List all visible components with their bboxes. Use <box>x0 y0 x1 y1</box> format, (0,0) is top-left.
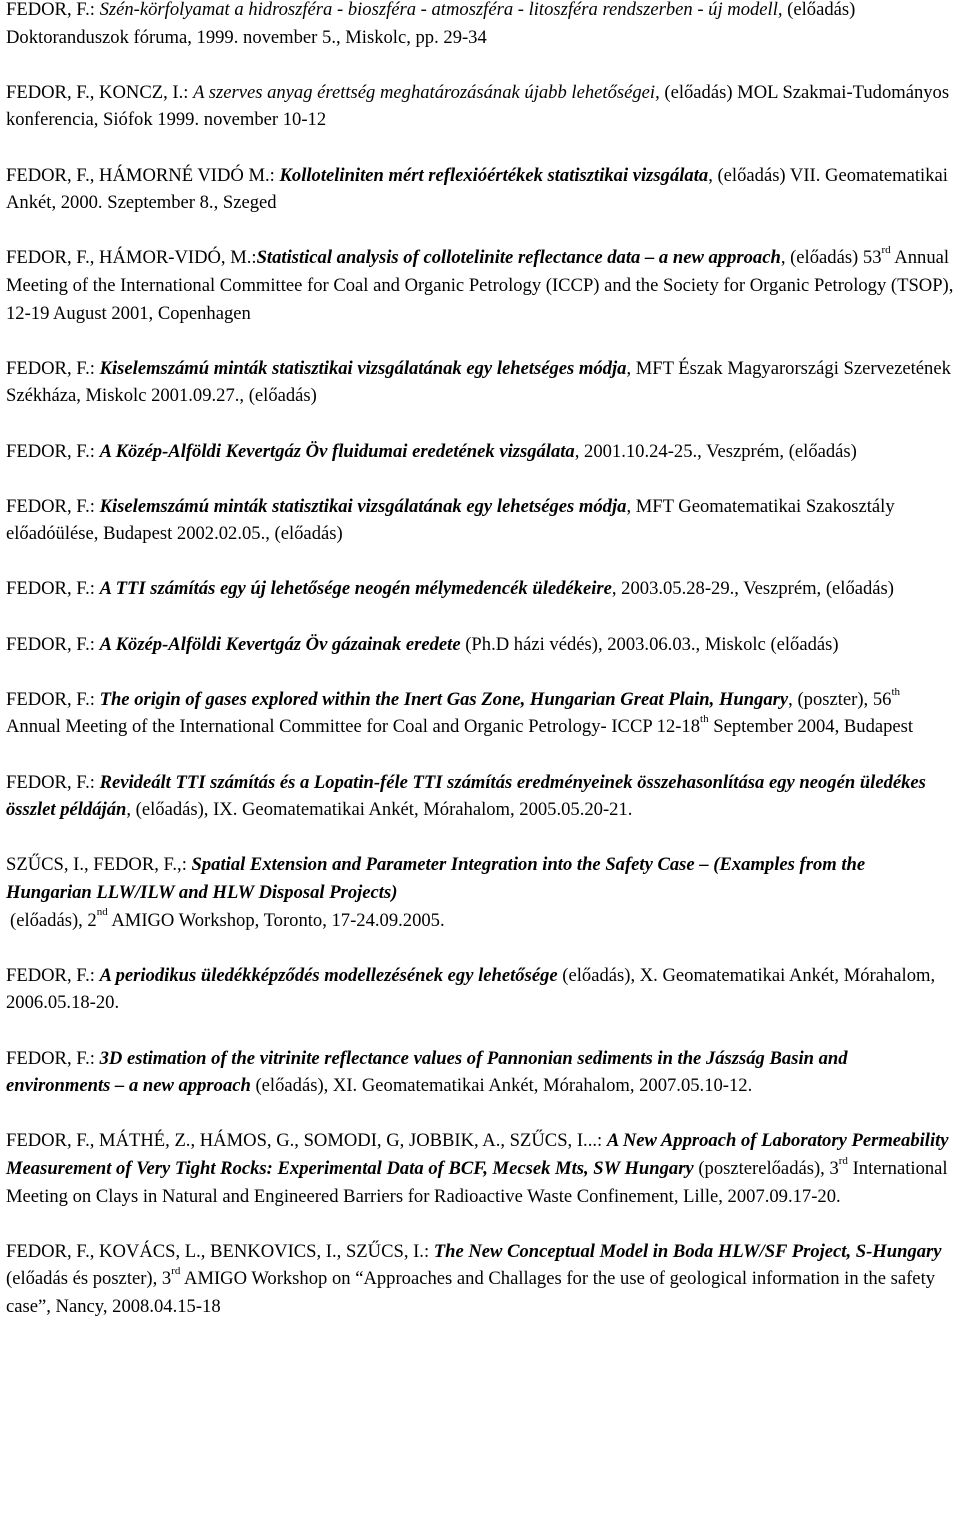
entry-separator: : <box>89 964 100 986</box>
entry-separator: : <box>183 81 194 103</box>
entry-authors: FEDOR, F. <box>6 1047 90 1069</box>
entry-separator: : <box>89 357 100 379</box>
list-item <box>6 769 954 824</box>
entry-authors: FEDOR, F., KONCZ, I. <box>6 81 184 103</box>
entry-details: Annual Meeting of the International Committee for Coal and Organic Petrology (ICCP) and the Society for Organic Petrology (TSOP), 12-19 August 2001, Copenhagen <box>6 247 954 324</box>
entry-separator: : <box>423 1240 434 1262</box>
entry-title: 3D estimation of the vitrinite reflectance values of Pannonian sediments in the Jászság Basin and environments – a new approach <box>6 1047 848 1097</box>
entry-authors: FEDOR, F. <box>6 688 90 710</box>
entry-authors: FEDOR, F. <box>6 495 90 517</box>
entry-text <box>6 631 954 659</box>
entry-details: AMIGO Workshop, Toronto, 17-24.09.2005. <box>107 909 445 931</box>
entry-text <box>6 686 954 741</box>
entry-details: (Ph.D házi védés), 2003.06.03., Miskolc (előadás) <box>460 633 839 655</box>
entry-text <box>6 575 954 603</box>
entry-separator: ..: <box>587 1130 607 1152</box>
entry-separator: : <box>269 164 280 186</box>
list-item <box>6 1127 954 1210</box>
entry-details: September 2004, Budapest <box>708 716 914 738</box>
entry-text <box>6 962 954 1017</box>
entry-details-pre: , (előadás) 53 <box>780 247 882 269</box>
list-item <box>6 438 954 466</box>
entry-details: , (előadás) VII. Geomatematikai Ankét, 2000. Szeptember 8., Szeged <box>6 164 948 214</box>
entry-details-mid: Annual Meeting of the International Committee for Coal and Organic Petrology- ICCP 12-18 <box>6 716 701 738</box>
entry-details: , (előadás), IX. Geomatematikai Ankét, Mórahalom, 2005.05.20-21. <box>126 799 633 821</box>
entry-details: (előadás), XI. Geomatematikai Ankét, Mórahalom, 2007.05.10-12. <box>250 1075 753 1097</box>
entry-authors: FEDOR, F. <box>6 578 90 600</box>
ordinal-suffix: th <box>700 713 709 726</box>
entry-text <box>6 355 954 410</box>
list-item <box>6 162 954 217</box>
entry-details-pre: (poszterelőadás), 3 <box>693 1157 839 1179</box>
ordinal-suffix: rd <box>171 1265 181 1278</box>
entry-text <box>6 493 954 548</box>
list-item <box>6 851 954 934</box>
entry-details-pre: (előadás és poszter), 3 <box>6 1268 172 1290</box>
entry-text <box>6 438 954 466</box>
entry-separator: : <box>251 247 257 269</box>
ordinal-suffix: nd <box>96 906 108 919</box>
entry-title: Kiselemszámú minták statisztikai vizsgálatának egy lehetséges módja <box>99 357 627 379</box>
entry-title: Spatial Extension and Parameter Integration into the Safety Case – (Examples from the Hungarian LLW/ILW and HLW Disposal Projects) <box>6 854 866 903</box>
list-item <box>6 1045 954 1100</box>
entry-title: Revideált TTI számítás és a Lopatin-féle TTI számítás eredményeinek összehasonlítása egy neogén üledékes összlet példáján <box>6 771 926 821</box>
list-item <box>6 355 954 410</box>
entry-separator: : <box>89 688 100 710</box>
entry-text <box>6 244 954 327</box>
entry-text <box>6 851 954 934</box>
entry-details-pre: , (poszter), 56 <box>788 688 892 710</box>
entry-details-pre: (előadás), 2 <box>10 909 97 931</box>
entry-authors: FEDOR, F. <box>6 633 90 655</box>
entry-details: International Meeting on Clays in Natural and Engineered Barriers for Radioactive Waste Confinement, Lille, 2007.09.17-20. <box>6 1157 948 1207</box>
entry-authors: FEDOR, F., MÁTHÉ, Z., HÁMOS, G., SOMODI, G, JOBBIK, A., SZŰCS, I. <box>6 1130 588 1152</box>
entry-authors: FEDOR, F. <box>6 964 90 986</box>
entry-authors: FEDOR, F., HÁMORNÉ VIDÓ M. <box>6 164 270 186</box>
entry-details: AMIGO Workshop on “Approaches and Challages for the use of geological information in the safety case”, Nancy, 2008.04.15-18 <box>6 1268 936 1317</box>
entry-details: , (előadás) MOL Szakmai-Tudományos konferencia, Siófok 1999. november 10-12 <box>6 81 950 131</box>
entry-separator: : <box>89 495 100 517</box>
list-item <box>6 244 954 327</box>
list-item <box>6 79 954 134</box>
entry-title: A szerves anyag érettség meghatározásának újabb lehetőségei <box>193 81 656 103</box>
entry-text <box>6 79 954 134</box>
entry-title: A TTI számítás egy új lehetősége neogén mélymedencék üledékeire <box>99 578 612 600</box>
list-item <box>6 686 954 741</box>
entry-separator: : <box>89 0 100 20</box>
entry-title: A Közép-Alföldi Kevertgáz Öv gázainak eredete <box>99 633 461 655</box>
entry-separator: : <box>89 771 100 793</box>
publication-list <box>6 0 954 1348</box>
entry-authors: FEDOR, F. <box>6 771 90 793</box>
entry-text <box>6 1238 954 1321</box>
entry-title: Statistical analysis of collotelinite reflectance data – a new approach <box>256 247 781 269</box>
entry-separator: : <box>89 633 100 655</box>
entry-authors: SZŰCS, I., FEDOR, F., <box>6 854 182 876</box>
entry-text <box>6 769 954 824</box>
entry-title: The origin of gases explored within the Inert Gas Zone, Hungarian Great Plain, Hungary <box>99 688 789 710</box>
entry-separator: : <box>89 1047 100 1069</box>
entry-details: , MFT Geomatematikai Szakosztály előadóülése, Budapest 2002.02.05., (előadás) <box>6 495 895 545</box>
list-item <box>6 493 954 548</box>
entry-details: , 2001.10.24-25., Veszprém, (előadás) <box>574 440 857 462</box>
entry-text <box>6 162 954 217</box>
ordinal-suffix: rd <box>838 1154 848 1167</box>
ordinal-suffix: rd <box>881 244 891 257</box>
entry-authors: FEDOR, F., HÁMOR-VIDÓ, M. <box>6 247 252 269</box>
entry-authors: FEDOR, F. <box>6 440 90 462</box>
entry-text <box>6 0 954 51</box>
entry-text <box>6 1127 954 1210</box>
entry-title: Szén-körfolyamat a hidroszféra - bioszféra - atmoszféra - litoszféra rendszerben - új modell, <box>99 0 783 20</box>
entry-title: A periodikus üledékképződés modellezésének egy lehetősége <box>99 964 558 986</box>
entry-text <box>6 1045 954 1100</box>
entry-separator: : <box>89 440 100 462</box>
entry-details: , 2003.05.28-29., Veszprém, (előadás) <box>611 578 894 600</box>
list-item <box>6 631 954 659</box>
entry-title: The New Conceptual Model in Boda HLW/SF Project, S-Hungary <box>433 1240 942 1262</box>
entry-authors: FEDOR, F. <box>6 357 90 379</box>
entry-separator: : <box>181 854 192 876</box>
list-item <box>6 1238 954 1321</box>
entry-authors: FEDOR, F. <box>6 0 90 20</box>
entry-title: A Közép-Alföldi Kevertgáz Öv fluidumai eredetének vizsgálata <box>99 440 575 462</box>
entry-title: Kiselemszámú minták statisztikai vizsgálatának egy lehetséges módja <box>99 495 627 517</box>
list-item <box>6 0 954 51</box>
entry-details: (előadás), X. Geomatematikai Ankét, Mórahalom, 2006.05.18-20. <box>6 964 936 1014</box>
list-item <box>6 962 954 1017</box>
entry-separator: : <box>89 578 100 600</box>
entry-title: A New Approach of Laboratory Permeability Measurement of Very Tight Rocks: Experimental Data of BCF, Mecsek Mts, SW Hungary <box>6 1130 949 1179</box>
entry-details: (előadás) Doktoranduszok fóruma, 1999. november 5., Miskolc, pp. 29-34 <box>6 0 856 48</box>
entry-authors: FEDOR, F., KOVÁCS, L., BENKOVICS, I., SZŰCS, I. <box>6 1240 424 1262</box>
entry-title: Kolloteliniten mért reflexióértékek statisztikai vizsgálata <box>279 164 709 186</box>
ordinal-suffix: th <box>891 685 900 698</box>
list-item <box>6 575 954 603</box>
entry-details: , MFT Észak Magyarországi Szervezetének Székháza, Miskolc 2001.09.27., (előadás) <box>6 357 951 407</box>
